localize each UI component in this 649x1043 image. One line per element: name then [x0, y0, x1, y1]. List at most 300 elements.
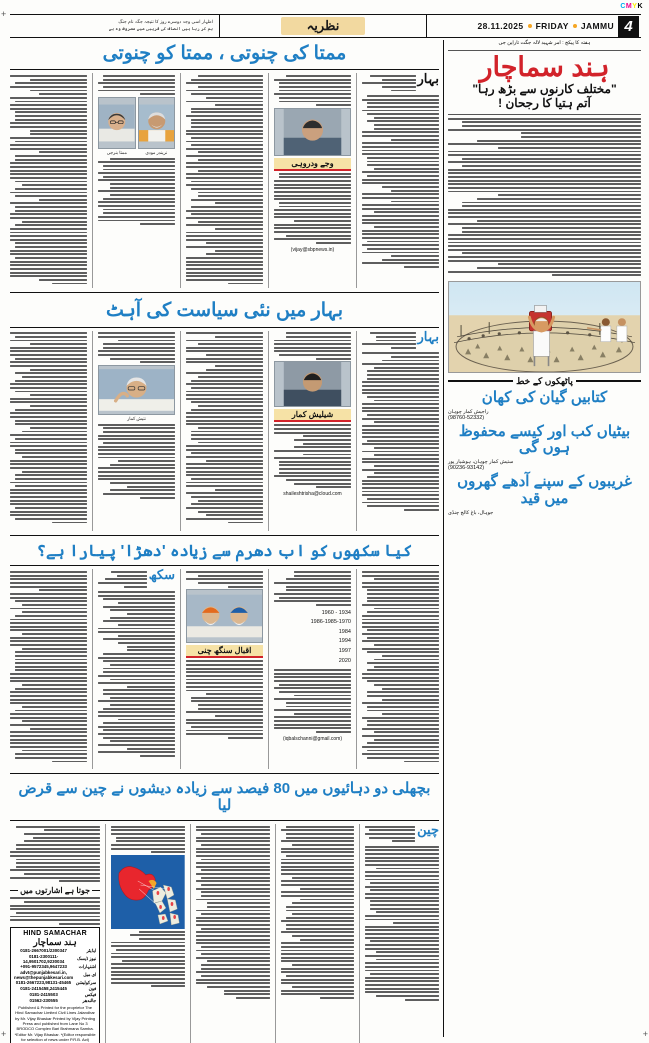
text-line [186, 412, 263, 414]
text-line [196, 950, 270, 952]
text-line [10, 463, 87, 465]
text-line [24, 840, 101, 842]
text-line [362, 604, 439, 606]
text-line [215, 228, 263, 230]
imprint-box [10, 927, 100, 1043]
text-line [286, 928, 355, 930]
text-line [274, 475, 351, 477]
text-line [362, 410, 439, 412]
text-line [10, 673, 87, 675]
text-line [198, 86, 263, 88]
text-line [303, 435, 351, 437]
text-line [374, 454, 439, 456]
text-line [127, 649, 175, 651]
text-line [391, 255, 439, 257]
text-line [98, 216, 175, 218]
text-line [198, 376, 263, 378]
text-line [448, 118, 641, 120]
text-line [103, 427, 175, 429]
text-line [362, 343, 416, 345]
text-line [215, 202, 263, 204]
text-line [186, 571, 263, 573]
text-line [292, 964, 355, 966]
text-line [10, 272, 87, 274]
text-line [10, 739, 87, 741]
photo-author [274, 108, 351, 156]
text-line [186, 485, 263, 487]
text-line [370, 908, 439, 910]
text-line [279, 90, 351, 92]
article-4-col-1 [365, 824, 439, 1043]
text-line [362, 487, 439, 489]
text-line [103, 169, 175, 171]
text-line [103, 708, 175, 710]
text-line [110, 609, 175, 611]
timeline-entry: 2020 [338, 657, 351, 664]
imprint-label: فون [88, 985, 97, 991]
text-line [186, 686, 263, 688]
text-line [281, 942, 355, 944]
text-line [362, 622, 439, 624]
text-line [15, 159, 87, 161]
text-line [365, 864, 439, 866]
text-line [98, 172, 175, 174]
text-line [111, 571, 147, 573]
text-line [362, 575, 439, 577]
text-line [448, 271, 641, 273]
text-line [111, 829, 185, 831]
article-1-text [10, 75, 87, 284]
text-line [281, 957, 355, 959]
text-line [292, 902, 355, 904]
text-line [274, 709, 351, 711]
text-line [198, 704, 263, 706]
text-line [279, 176, 351, 178]
text-line [16, 862, 100, 864]
text-line [15, 518, 87, 520]
text-line [15, 600, 87, 602]
text-line [15, 181, 87, 183]
text-line [362, 179, 439, 181]
text-line [316, 731, 351, 733]
text-line [281, 982, 355, 984]
article-2-text [98, 332, 175, 363]
text-line [98, 631, 175, 633]
text-line [186, 467, 263, 469]
article-2-col-2 [274, 331, 357, 531]
article-4-headline-part2: چین [81, 780, 108, 798]
letter-phone: (98760-52332) [448, 414, 485, 421]
text-line [191, 409, 263, 411]
text-line [118, 642, 175, 644]
text-line [365, 849, 439, 851]
text-line [281, 953, 355, 955]
text-line [367, 175, 439, 177]
text-line [382, 86, 415, 88]
text-line [15, 141, 87, 143]
text-line [10, 86, 87, 88]
article-3-text [98, 569, 147, 589]
text-line [10, 713, 87, 715]
text-line [10, 593, 87, 595]
text-line [15, 391, 87, 393]
text-line [39, 199, 87, 201]
imprint-value: 0181-2415458,2415445 [20, 986, 67, 992]
text-line [103, 606, 175, 608]
article-4-text [281, 826, 355, 999]
text-line [448, 238, 641, 240]
text-line [127, 646, 175, 648]
text-line [215, 489, 263, 491]
text-line [448, 151, 641, 153]
text-line [186, 272, 263, 274]
text-line [39, 151, 87, 153]
text-line [367, 629, 439, 631]
text-line [98, 700, 175, 702]
text-line [362, 677, 439, 679]
text-line [103, 729, 175, 731]
text-line [110, 697, 175, 699]
article-1-text [362, 73, 416, 93]
text-line [362, 491, 439, 493]
text-line [292, 877, 355, 879]
article-2-text [10, 332, 87, 523]
text-line [462, 121, 641, 123]
text-line [365, 980, 439, 982]
text-line [198, 159, 263, 161]
text-line [103, 79, 175, 81]
text-line [10, 597, 87, 599]
text-line [362, 244, 439, 246]
text-line [362, 208, 439, 210]
text-line [367, 374, 439, 376]
text-line [365, 962, 439, 964]
text-line [286, 837, 355, 839]
political-cartoon [448, 281, 641, 373]
text-line [374, 117, 439, 119]
text-line [274, 687, 351, 689]
text-line [448, 180, 641, 182]
text-line [382, 655, 439, 657]
text-line [274, 93, 351, 95]
text-line [10, 644, 87, 646]
text-line [118, 624, 175, 626]
imprint-brand-ur: ہند سماچار [33, 936, 77, 947]
text-line [118, 719, 175, 721]
article-4-col-4 [111, 824, 191, 1043]
text-line [365, 948, 439, 950]
text-line [201, 891, 270, 893]
text-line [198, 427, 263, 429]
cmyk-c: C [620, 3, 626, 10]
text-line [286, 917, 355, 919]
timeline-entry: 1934 - 1960 [321, 609, 351, 616]
text-line [196, 924, 270, 926]
text-line [118, 340, 175, 342]
cmyk-m: M [625, 3, 633, 10]
letter-signature: ستیش کمار چوہان، ہوشیار پور [448, 459, 514, 466]
text-line [10, 619, 87, 621]
text-line [98, 446, 175, 448]
text-line [10, 97, 87, 99]
text-line [103, 165, 175, 167]
cmyk-registration-bar [620, 3, 643, 10]
text-line [30, 728, 87, 730]
text-line [15, 474, 87, 476]
text-line [448, 245, 641, 247]
text-line [274, 347, 351, 349]
text-line [186, 133, 263, 135]
text-line [201, 844, 270, 846]
text-line [10, 731, 87, 733]
crop-mark-bottom-right: + [642, 1029, 648, 1039]
text-line [198, 511, 263, 513]
text-line [362, 381, 439, 383]
text-line [362, 494, 439, 496]
text-line [10, 492, 87, 494]
text-line [365, 871, 439, 873]
text-line [316, 104, 351, 106]
text-line [111, 942, 185, 944]
text-line [16, 912, 100, 914]
text-line [98, 82, 175, 84]
article-3-text [362, 571, 439, 762]
lead-article [448, 40, 641, 278]
text-line [362, 626, 439, 628]
text-line [370, 940, 439, 942]
text-line [196, 917, 270, 919]
text-line [374, 168, 439, 170]
text-line [367, 669, 439, 671]
text-line [362, 418, 439, 420]
article-4 [10, 778, 439, 1043]
text-line [110, 482, 175, 484]
article-3-text [98, 591, 175, 757]
text-line [316, 604, 351, 606]
text-line [274, 428, 351, 430]
text-line [365, 955, 439, 957]
text-line [10, 398, 87, 400]
text-line [392, 840, 415, 842]
text-line [10, 264, 87, 266]
article-2-text [98, 424, 175, 499]
lead-title: ہند سماچار [479, 52, 610, 82]
text-line [201, 928, 270, 930]
text-line [367, 370, 439, 372]
text-line [15, 420, 87, 422]
text-line [186, 173, 263, 175]
text-line [286, 589, 351, 591]
text-line [15, 452, 87, 454]
text-line [370, 904, 439, 906]
text-line [382, 713, 439, 715]
text-line [448, 234, 641, 236]
text-line [10, 235, 87, 237]
text-line [22, 720, 87, 722]
cartoon-block [448, 278, 641, 373]
text-line [10, 434, 87, 436]
text-line [228, 283, 263, 285]
text-line [186, 423, 263, 425]
text-line [110, 158, 175, 160]
text-line [376, 995, 439, 997]
text-line [382, 79, 415, 81]
text-line [186, 148, 263, 150]
text-line [30, 130, 87, 132]
text-line [191, 478, 263, 480]
text-line [10, 586, 87, 588]
text-line [228, 737, 263, 739]
text-line [103, 598, 175, 600]
text-line [362, 673, 439, 675]
text-line [292, 913, 355, 915]
text-line [362, 483, 439, 485]
text-line [274, 432, 351, 434]
article-1-col-2 [274, 73, 357, 288]
text-line [196, 840, 270, 842]
text-line [198, 75, 263, 77]
text-line [362, 219, 439, 221]
text-line [362, 403, 439, 405]
text-line [103, 209, 175, 211]
text-line [286, 975, 355, 977]
text-line [365, 857, 439, 859]
article-1-email: (vijay@sbpnews.in) [290, 246, 335, 253]
imprint-value: 0181-2667223,98131-45465 [15, 980, 72, 986]
text-line [118, 460, 175, 462]
text-line [362, 262, 439, 264]
text-line [196, 873, 270, 875]
masthead-tagline-line1: اظہار اسی وجہ دوسرے روز کا نتیجہ جگہ نام جنگ [118, 19, 213, 25]
article-2-text [362, 331, 416, 351]
text-line [281, 829, 355, 831]
text-line [362, 204, 439, 206]
text-line [201, 946, 270, 948]
text-line [477, 267, 641, 269]
imprint-value: 01562-230555 [29, 998, 58, 1004]
text-line [362, 392, 439, 394]
timeline-entry: 1994 [338, 638, 351, 645]
text-line [274, 216, 351, 218]
text-line [10, 122, 87, 124]
text-line [367, 589, 439, 591]
text-line [186, 416, 263, 418]
text-line [39, 93, 87, 95]
text-line [404, 509, 439, 511]
text-line [52, 283, 87, 285]
text-line [52, 522, 87, 524]
text-line [274, 231, 351, 233]
text-line [10, 571, 87, 573]
text-line [15, 662, 87, 664]
text-line [382, 186, 439, 188]
text-line [186, 456, 263, 458]
text-line [191, 181, 263, 183]
imprint-label: ایڈیٹر [86, 947, 97, 953]
text-line [362, 352, 439, 354]
text-line [15, 449, 87, 451]
text-line [281, 851, 355, 853]
text-line [15, 242, 87, 244]
text-line [98, 453, 175, 455]
text-line [224, 993, 270, 995]
text-line [186, 668, 263, 670]
text-line [105, 578, 146, 580]
text-line [103, 431, 175, 433]
text-line [10, 869, 100, 871]
text-line [10, 347, 87, 349]
text-line [274, 350, 351, 352]
article-3-col-1 [362, 569, 439, 769]
text-line [191, 496, 263, 498]
text-line [10, 332, 87, 334]
crop-mark-top-left: + [1, 9, 7, 19]
text-line [22, 706, 87, 708]
text-line [103, 671, 175, 673]
text-line [10, 460, 87, 462]
text-line [206, 242, 263, 244]
text-line [98, 201, 175, 203]
text-line [367, 505, 439, 507]
text-line [382, 360, 439, 362]
text-line [274, 198, 351, 200]
text-line [24, 873, 101, 875]
cmyk-k: K [637, 3, 643, 10]
text-line [228, 522, 263, 524]
text-line [98, 715, 175, 717]
china-region-map [111, 855, 185, 929]
text-line [370, 882, 439, 884]
text-line [206, 514, 263, 516]
text-line [274, 191, 351, 193]
text-line [281, 990, 355, 992]
text-line [196, 855, 270, 857]
text-line [365, 926, 439, 928]
text-line [362, 746, 439, 748]
text-line [362, 717, 439, 719]
text-line [191, 206, 263, 208]
text-line [198, 442, 263, 444]
text-line [103, 620, 175, 622]
text-line [10, 383, 87, 385]
text-line [215, 336, 263, 338]
text-line [448, 172, 641, 174]
text-line [186, 730, 263, 732]
text-line [274, 180, 351, 182]
text-line [196, 851, 270, 853]
text-line [22, 184, 87, 186]
text-line [374, 659, 439, 661]
article-2-text [186, 332, 263, 523]
text-line [462, 227, 641, 229]
text-line [292, 935, 355, 937]
text-line [98, 179, 175, 181]
text-line [365, 937, 439, 939]
text-line [33, 837, 100, 839]
text-line [15, 507, 87, 509]
text-line [98, 628, 175, 630]
text-line [127, 686, 175, 688]
text-line [274, 676, 351, 678]
text-line [140, 93, 175, 95]
separator-dot-icon [528, 24, 532, 28]
text-line [10, 482, 87, 484]
text-line [186, 162, 263, 164]
text-line [111, 967, 185, 969]
text-line [362, 702, 439, 704]
text-line [191, 387, 263, 389]
text-line [286, 910, 355, 912]
